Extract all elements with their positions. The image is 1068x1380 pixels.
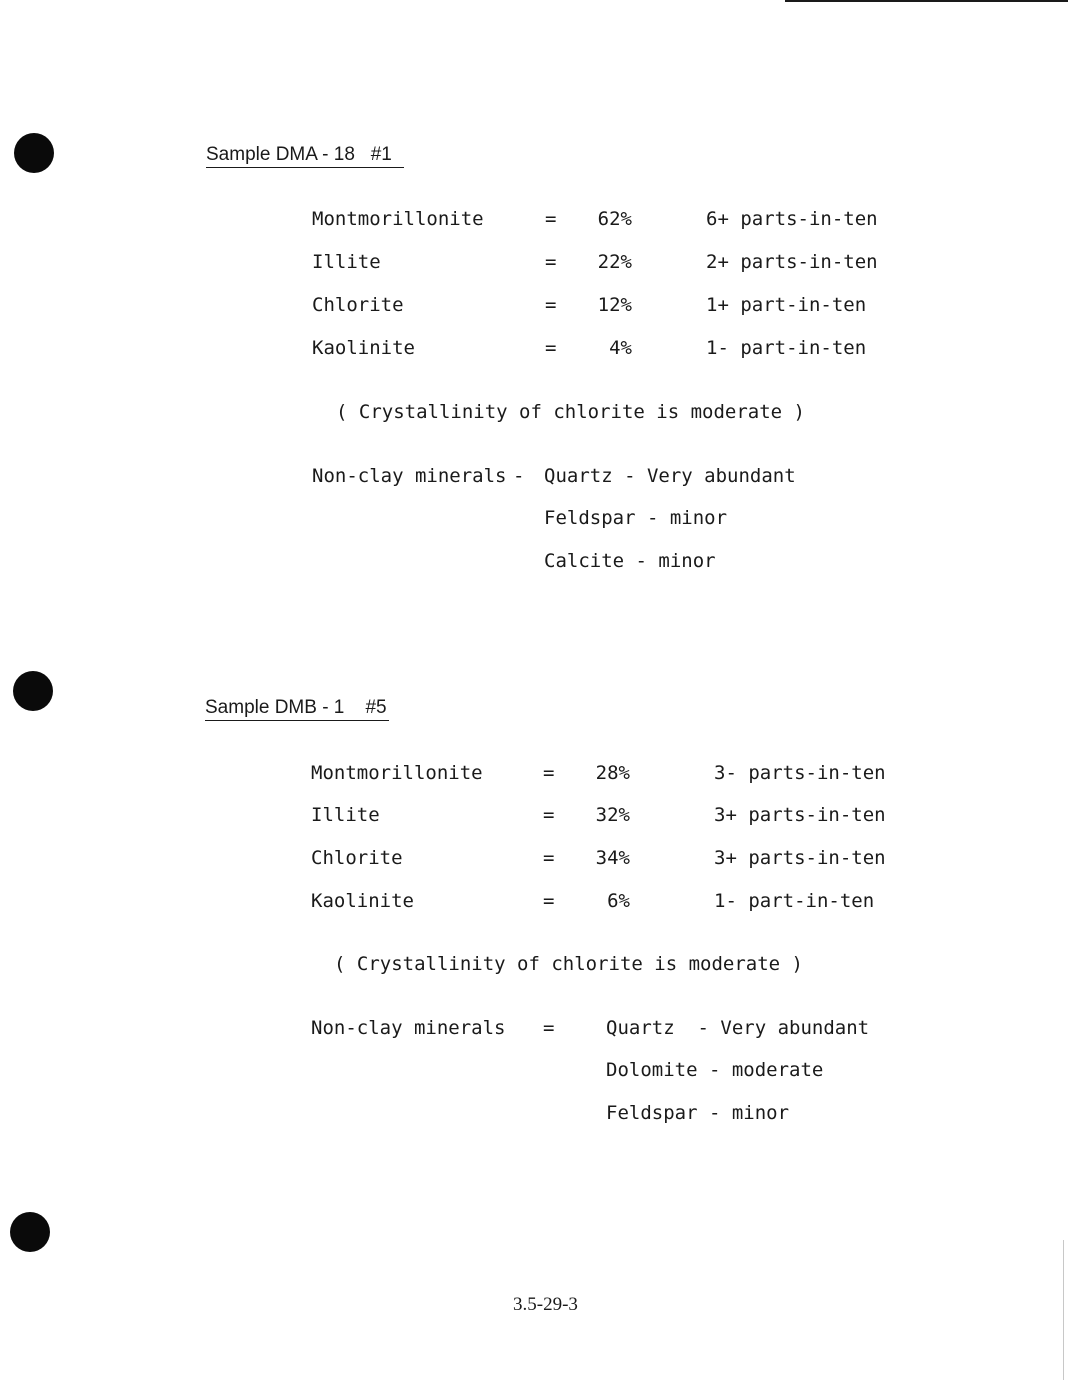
sample-1-crystallinity-note: ( Crystallinity of chlorite is moderate ) (336, 401, 805, 423)
page-number: 3.5-29-3 (513, 1294, 578, 1315)
sample-2-percent: 34% (595, 847, 630, 869)
sample-2-nonclay-item: Feldspar - minor (606, 1102, 790, 1124)
sample-1-percent: 4% (609, 337, 632, 359)
sample-1-mineral-name: Illite (312, 251, 381, 273)
sample-2-crystallinity-note: ( Crystallinity of chlorite is moderate ) (334, 953, 803, 975)
binder-hole-middle (13, 671, 53, 711)
sample-2-mineral-name: Chlorite (311, 847, 403, 869)
sample-2-mineral-name: Illite (311, 804, 380, 826)
sample-2-equals: = (543, 847, 555, 869)
sample-1-title: Sample DMA - 18 #1 (206, 144, 404, 168)
sample-2-nonclay-label: Non-clay minerals (311, 1017, 506, 1039)
sample-1-parts: 2+ parts-in-ten (706, 251, 878, 273)
sample-1-mineral-name: Chlorite (312, 294, 404, 316)
sample-1-parts: 1- part-in-ten (706, 337, 867, 359)
sample-2-mineral-name: Montmorillonite (311, 762, 483, 784)
sample-1-nonclay-item: Quartz - Very abundant (544, 465, 796, 487)
sample-1-nonclay-item: Calcite - minor (544, 550, 716, 572)
sample-1-mineral-name: Montmorillonite (312, 208, 484, 230)
sample-2-title: Sample DMB - 1 #5 (205, 697, 389, 721)
binder-hole-bottom (10, 1212, 50, 1252)
sample-2-percent: 28% (595, 762, 630, 784)
sample-2-nonclay-item: Dolomite - moderate (606, 1059, 824, 1081)
sample-2-equals: = (543, 804, 555, 826)
sample-2-nonclay-separator: = (543, 1017, 555, 1039)
sample-1-percent: 62% (597, 208, 632, 230)
sample-1-equals: = (545, 208, 557, 230)
right-edge-line (1063, 1240, 1064, 1380)
sample-1-nonclay-separator: - (513, 465, 525, 487)
sample-1-equals: = (545, 251, 557, 273)
sample-1-nonclay-item: Feldspar - minor (544, 507, 728, 529)
sample-2-parts: 3- parts-in-ten (714, 762, 886, 784)
sample-1-nonclay-label: Non-clay minerals (312, 465, 507, 487)
sample-2-percent: 6% (607, 890, 630, 912)
sample-2-parts: 1- part-in-ten (714, 890, 875, 912)
sample-2-equals: = (543, 762, 555, 784)
binder-hole-top (14, 133, 54, 173)
sample-1-percent: 12% (597, 294, 632, 316)
sample-1-mineral-name: Kaolinite (312, 337, 415, 359)
sample-2-parts: 3+ parts-in-ten (714, 847, 886, 869)
sample-1-equals: = (545, 294, 557, 316)
sample-2-equals: = (543, 890, 555, 912)
sample-2-nonclay-item: Quartz - Very abundant (606, 1017, 870, 1039)
sample-2-parts: 3+ parts-in-ten (714, 804, 886, 826)
sample-2-mineral-name: Kaolinite (311, 890, 414, 912)
sample-1-parts: 1+ part-in-ten (706, 294, 867, 316)
sample-2-percent: 32% (595, 804, 630, 826)
top-edge-rule (785, 0, 1068, 2)
sample-1-parts: 6+ parts-in-ten (706, 208, 878, 230)
sample-1-equals: = (545, 337, 557, 359)
sample-1-percent: 22% (597, 251, 632, 273)
